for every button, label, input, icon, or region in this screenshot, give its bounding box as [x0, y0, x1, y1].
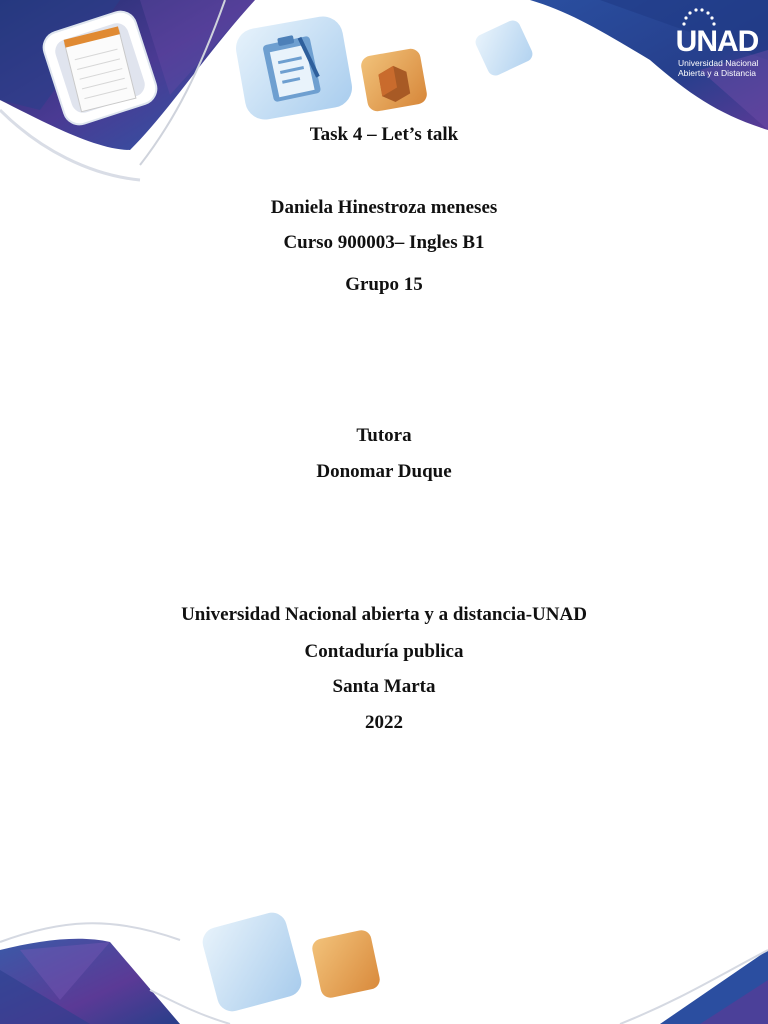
logo-subtitle-line2: Abierta y a Distancia [678, 68, 756, 78]
program-name: Contaduría publica [304, 641, 464, 662]
logo-subtitle [678, 58, 762, 78]
group-number: Grupo 15 [345, 274, 423, 295]
document-title: Task 4 – Let’s talk [309, 124, 459, 145]
tutor-label: Tutora [356, 425, 412, 446]
logo-subtitle-line1: Universidad Nacional [678, 58, 759, 68]
year: 2022 [365, 712, 403, 733]
author-name: Daniela Hinestroza meneses [270, 197, 498, 218]
city-name: Santa Marta [332, 676, 436, 697]
tutor-name: Donomar Duque [316, 461, 452, 482]
header-decoration [0, 0, 768, 200]
course-name: Curso 900003– Ingles B1 [283, 232, 485, 253]
university-name: Universidad Nacional abierta y a distancia-UNAD [181, 604, 587, 625]
footer-decoration [0, 880, 768, 1024]
logo-wordmark: UNAD [675, 25, 759, 58]
unad-logo [672, 6, 762, 88]
